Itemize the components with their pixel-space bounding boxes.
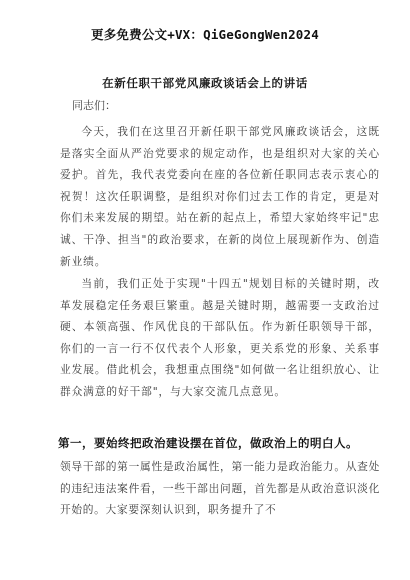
body-paragraph: 今天，我们在这里召开新任职干部党风廉政谈话会，这既是落实全面从严治党要求的规定动作，也是组织对大家的关心爱护。首先，我代表党委向在座的各位新任职同志表示衷心的祝贺！这次任职调整，是组织对你们过去工作的肯定，更是对你们未来发展的期望。站在新的起点上，希望大家始终牢记"忠诚、干净、担当"的政治要求，在新的岗位上展现新作为、创造新业绩。 <box>60 125 380 268</box>
document-title: 在新任职干部党风廉政谈话会上的讲话 <box>102 76 308 90</box>
promo-banner: 更多免费公文+VX：QiGeGongWen2024 <box>91 27 319 42</box>
salutation: 同志们： <box>72 99 116 112</box>
section-heading: 第一，要始终把政治建设摆在首位，做政治上的明白人。 <box>58 436 358 450</box>
body-paragraph: 领导干部的第一属性是政治属性，第一能力是政治能力。从查处的违纪违法案件看，一些干部出问题，首先都是从政治意识淡化开始的。大家要深刻认识到，职务提升了不 <box>60 460 380 517</box>
body-paragraph: 当前，我们正处于实现"十四五"规划目标的关键时期，改革发展稳定任务艰巨繁重。越是关键时期，越需要一支政治过硬、本领高强、作风优良的干部队伍。作为新任职领导干部，你们的一言一行不仅代表个人形象，更关系党的形象、关系事业发展。借此机会，我想重点围绕"如何做一名让组织放心、让群众满意的好干部"，与大家交流几点意见。 <box>60 277 380 398</box>
